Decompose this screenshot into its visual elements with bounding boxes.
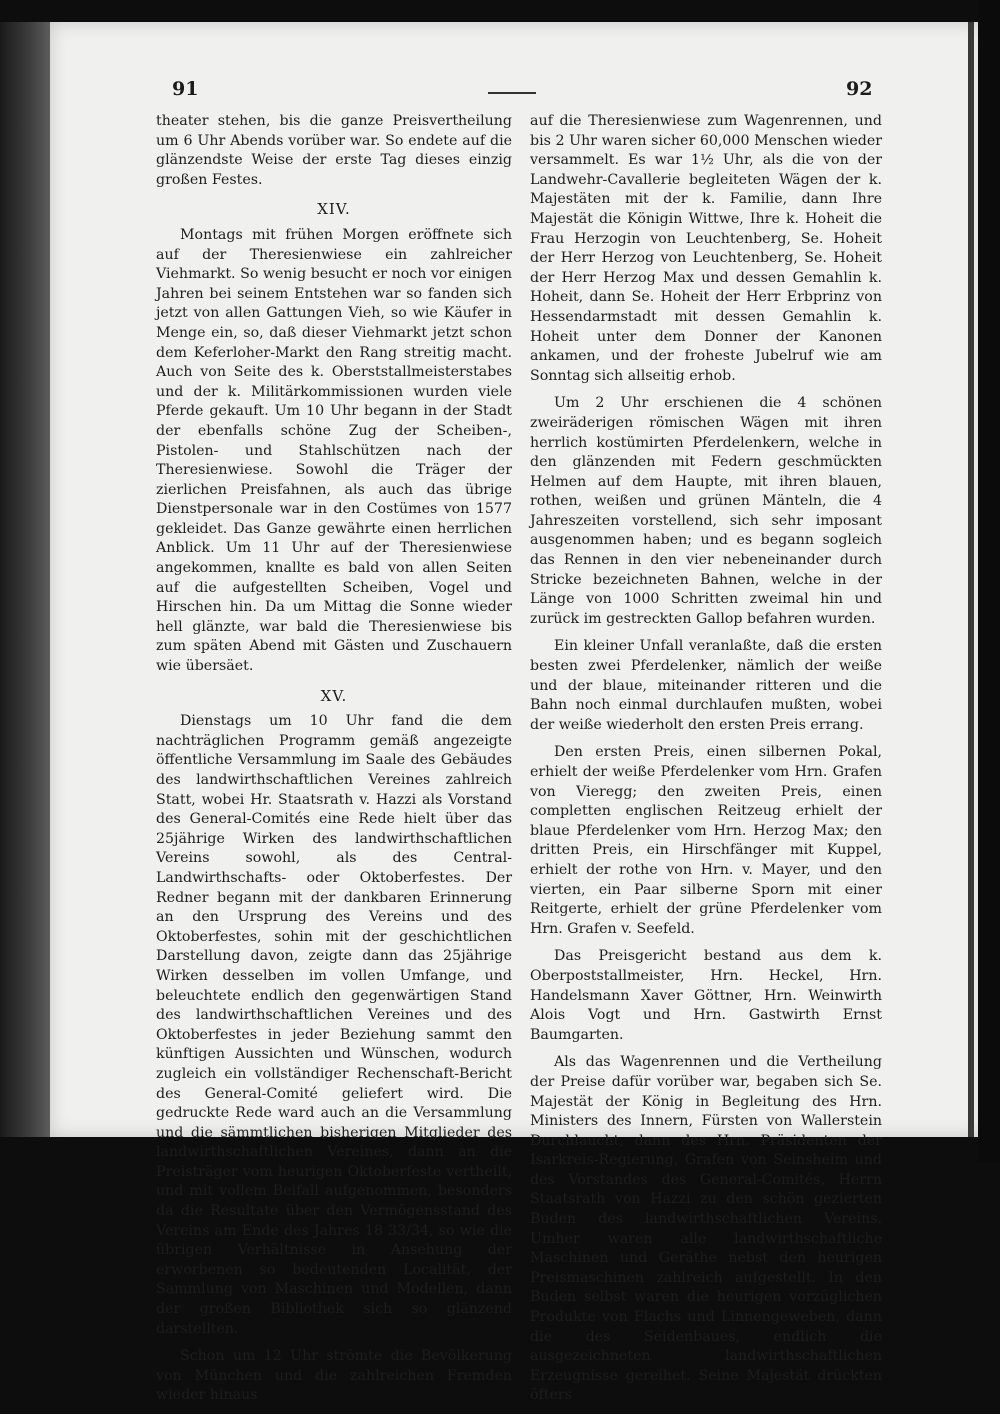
page-edge <box>968 22 974 1137</box>
left-page-text <box>156 112 512 1414</box>
paragraph: Montags mit frühen Morgen eröffnete sich auf der Theresienwiese ein zahlreicher Viehmarkt. So wenig besucht er noch vor einigen Jahren bei seinem Entstehen war so fanden sich jetzt von allen Gattungen Vieh, so wie Käufer in Menge ein, so, daß dieser Viehmarkt jetzt schon dem Keferloher-Markt den Rang streitig macht. Auch von Seite des k. Oberststallmeisterstabes und der k. Militärkommissionen wurden viele Pferde gekauft. Um 10 Uhr begann in der Stadt der ebenfalls schöne Zug der Scheiben-, Pistolen- und Stahlschützen nach der Theresienwiese. Sowohl die Träger der zierlichen Preisfahnen, als auch das übrige Dienstpersonale war in den Costümes von 1577 gekleidet. Das Ganze gewährte einen herrlichen Anblick. Um 11 Uhr auf der Theresienwiese angekommen, knallte es bald von allen Seiten auf die aufgestellten Scheiben, Vogel und Hirschen hin. Da um Mittag die Sonne wieder hell glänzte, war bald die Theresienwiese bis zum späten Abend mit Gästen und Zuschauern wie übersäet. <box>156 226 512 675</box>
page-number-right: 92 <box>846 78 873 100</box>
paragraph: Das Preisgericht bestand aus dem k. Oberpoststallmeister, Hrn. Heckel, Hrn. Handelsmann Xaver Göttner, Hrn. Weinwirth Alois Vogt und Hrn. Gastwirth Ernst Baumgarten. <box>530 948 882 1043</box>
paragraph: Den ersten Preis, einen silbernen Pokal, erhielt der weiße Pferdelenker vom Hrn. Grafen von Vieregg; den zweiten Preis, einen completten englischen Reitzeug erhielt der blaue Pferdelenker vom Hrn. Herzog Max; den dritten Preis, ein Hirschfänger mit Kuppel, erhielt der rothe von Hrn. v. Mayer, und den vierten, ein Paar silberne Sporn mit einer Reitgerte, erhielt der grüne Pferdelenker vom Hrn. Grafen v. Seefeld. <box>530 744 882 937</box>
section-heading: XIV. <box>317 200 351 219</box>
header-rule <box>488 92 536 94</box>
right-page-text <box>530 112 882 1414</box>
page-number-left: 91 <box>172 78 199 100</box>
paragraph: auf die Theresienwiese zum Wagenrennen, und bis 2 Uhr waren sicher 60,000 Menschen wieder versammelt. Es war 1½ Uhr, als die von der Landwehr-Cavallerie begleiteten Wägen der k. Majestäten mit der k. Familie, dann Ihre Majestät die Königin Wittwe, Ihre k. Hoheit die Frau Herzogin von Leuchtenberg, Se. Hoheit der Herr Herzog von Leuchtenberg, Se. Hoheit der Herr Herzog Max und dessen Gemahlin k. Hoheit, dann Se. Hoheit der Herr Erbprinz von Hessendarmstadt mit dessen Gemahlin k. Hoheit unter dem Donner der Kanonen ankamen, und der froheste Jubelruf wie am Sonntag sich allseitig erhob. <box>530 113 882 384</box>
outer-edge <box>978 0 1000 1162</box>
paragraph: Ein kleiner Unfall veranlaßte, daß die ersten besten zwei Pferdelenker, nämlich der weiße und der blaue, miteinander ritteren und die Bahn noch einmal durchlaufen mußten, wobei der weiße wiederholt den ersten Preis errang. <box>530 638 882 733</box>
paragraph: Als das Wagenrennen und die Vertheilung der Preise dafür vorüber war, begaben sich Se. Majestät der König in Begleitung des Hrn. Ministers des Innern, Fürsten von Wallerstein Durchlaucht, dann des Hrn. Präsidenten der Isarkreis-Regierung, Grafen von Seinsheim und des Vorstandes des General-Comités, Herrn Staatsrath von Hazzi zu den schön gezierten Buden des landwirthschaftlichen Vereins. Umher waren alle landwirthschaftliche Maschinen und Geräthe nebst den heurigen Preismaschinen zahlreich aufgestellt. In den Buden selbst waren die heurigen vorzüglichen Produkte von Flachs und Linnengeweben, dann die des Seidenbaues, endlich die ausgezeichneten landwirthschaftlichen Erzeugnisse gereihet. Seine Majestät drückten öfters <box>530 1054 882 1404</box>
section-heading: XV. <box>320 686 348 705</box>
paragraph: theater stehen, bis die ganze Preisvertheilung um 6 Uhr Abends vorüber war. So endete auf die glänzendste Weise der erste Tag dieses einzig großen Festes. <box>156 113 512 188</box>
paragraph: Um 2 Uhr erschienen die 4 schönen zweiräderigen römischen Wägen mit ihren herrlich kostümirten Pferdelenkern, welche in den glänzenden mit Federn geschmückten Helmen auf dem Haupte, mit ihren blauen, rothen, weißen und grünen Mänteln, die 4 Jahreszeiten vorstellend, sich sehr imposant ausgenommen haben; und es begann sogleich das Rennen in den vier nebeneinander durch Stricke bezeichneten Bahnen, welche in der Länge von 1000 Schritten zweimal hin und zurück im gestreckten Gallop befahren wurden. <box>530 395 882 627</box>
paragraph: Dienstags um 10 Uhr fand die dem nachträglichen Programm gemäß angezeigte öffentliche Versammlung im Saale des Gebäudes des landwirthschaftlichen Vereines zahlreich Statt, wobei Hr. Staatsrath v. Hazzi als Vorstand des General-Comités eine Rede hielt über das 25jährige Wirken des landwirthschaftlichen Vereins sowohl, als des Central-Landwirthschafts- oder Oktoberfestes. Der Redner begann mit der dankbaren Erinnerung an den Ursprung des Vereins und des Oktoberfestes, sohin mit der geschichtlichen Darstellung davon, zeigte dann das 25jährige Wirken desselben im vollen Umfange, und beleuchtete endlich den gegenwärtigen Stand des landwirthschaftlichen Vereines und des Oktoberfestes in jeder Beziehung sammt den künftigen Aussichten und Wünschen, wodurch zugleich ein vollständiger Rechenschaft-Bericht des General-Comité geliefert wird. Die gedruckte Rede ward auch an die Versammlung und die sämmtlichen bisherigen Mitglieder des landwirthschaftlichen Vereines, dann an die Preisträger vom heurigen Oktoberfeste vertheilt, und mit vollem Beifall aufgenommen, besonders da die Resultate über den Vermögensstand des Vereins am Ende des Jahres 18 33/34, so wie die übrigen Verhältnisse in Ansehung der erworbenen so bedeutenden Localität, der Sammlung von Maschinen und Modellen, dann der großen Bibliothek sich so glänzend darstellten. <box>156 713 512 1337</box>
paragraph: Schon um 12 Uhr strömte die Bevölkerung von München und die zahlreichen Fremden wieder hinaus <box>156 1348 512 1404</box>
book-spine <box>0 22 50 1137</box>
